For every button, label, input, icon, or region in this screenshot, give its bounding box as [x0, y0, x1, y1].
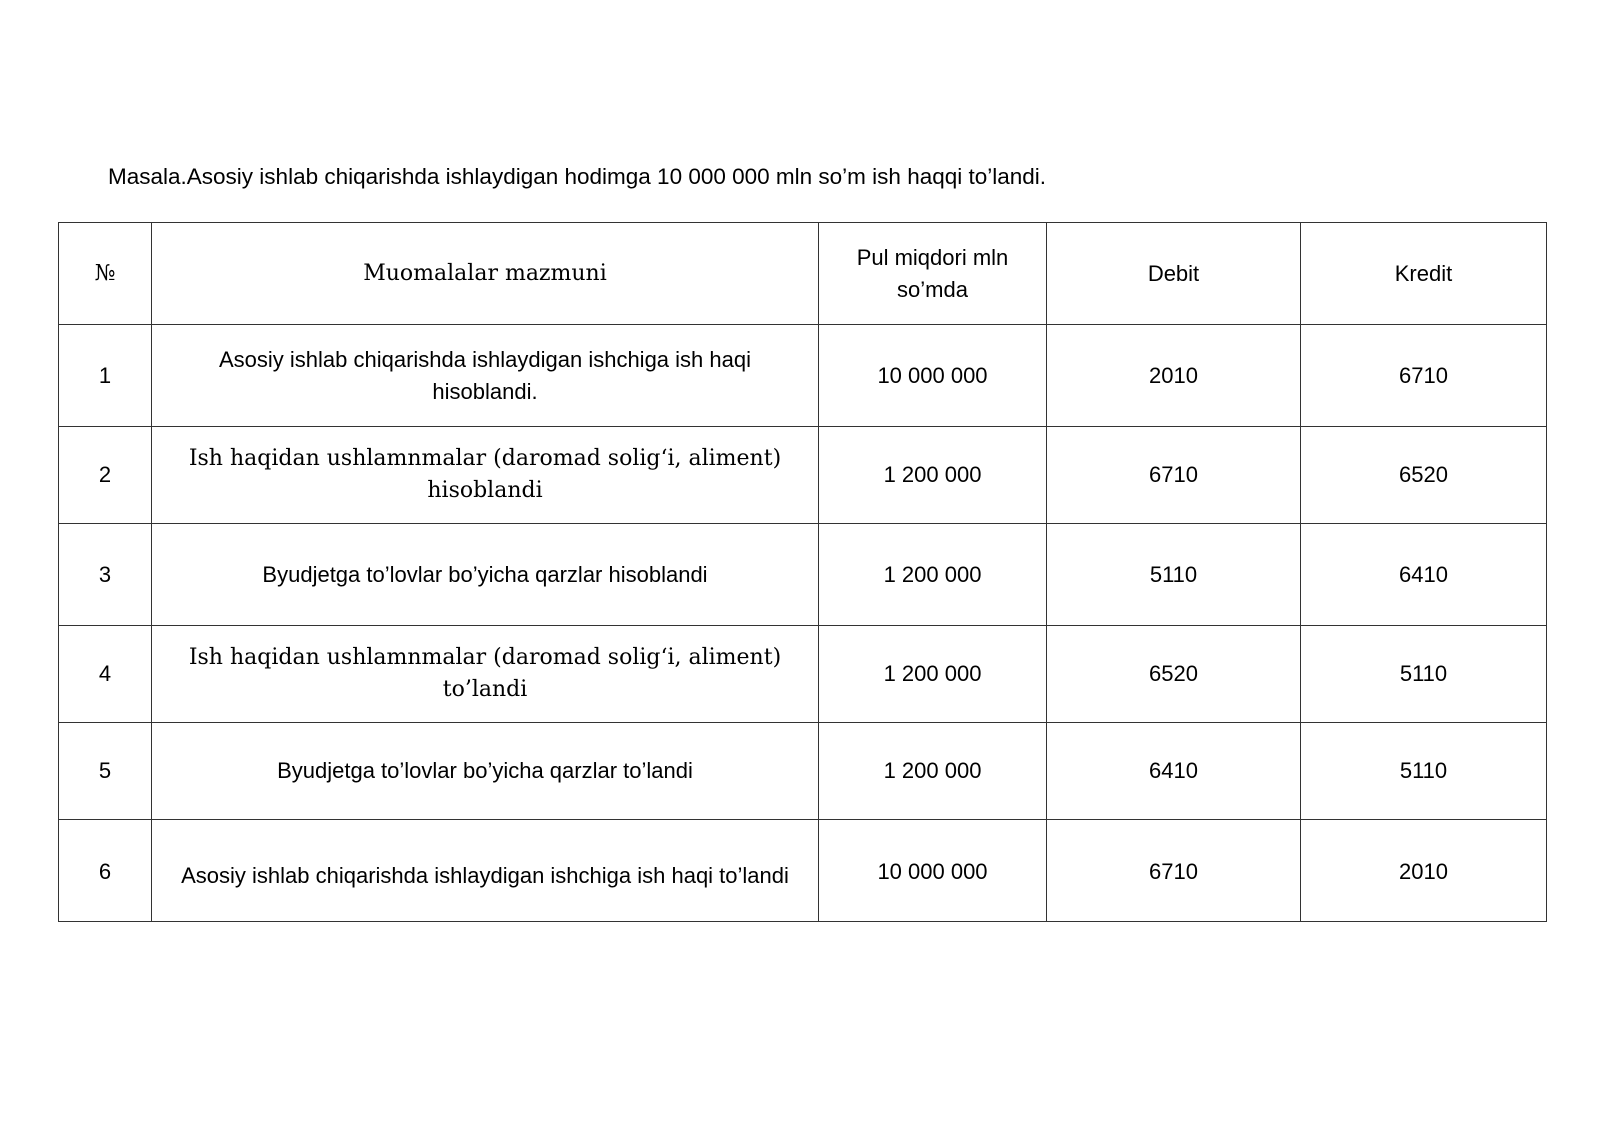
row-debit: 6520: [1047, 626, 1301, 723]
table-row: [59, 820, 1547, 922]
row-credit: 6520: [1301, 427, 1547, 524]
row-credit: 6710: [1301, 325, 1547, 427]
row-description: Asosiy ishlab chiqarishda ishlaydigan ishchiga ish haqi to’landi: [152, 820, 819, 922]
row-number: 4: [59, 626, 152, 723]
row-amount: 10 000 000: [819, 325, 1047, 427]
table-row: [59, 723, 1547, 820]
row-credit: 2010: [1301, 820, 1547, 922]
header-credit: Kredit: [1301, 223, 1547, 325]
header-amount: Pul miqdori mln so’mda: [819, 223, 1047, 325]
row-debit: 6710: [1047, 427, 1301, 524]
row-number: 5: [59, 723, 152, 820]
row-description: Asosiy ishlab chiqarishda ishlaydigan ishchiga ish haqi hisoblandi.: [152, 325, 819, 427]
table-row: [59, 325, 1547, 427]
row-credit: 5110: [1301, 626, 1547, 723]
table-row: [59, 626, 1547, 723]
row-debit: 2010: [1047, 325, 1301, 427]
table-header-row: [59, 223, 1547, 325]
row-description: Ish haqidan ushlamnmalar (daromad solig‘i, aliment) hisoblandi: [152, 427, 819, 524]
transactions-table: [58, 222, 1547, 922]
row-amount: 1 200 000: [819, 626, 1047, 723]
row-debit: 5110: [1047, 524, 1301, 626]
problem-statement: Masala.Asosiy ishlab chiqarishda ishlaydigan hodimga 10 000 000 mln so’m ish haqqi to’landi.: [108, 164, 1047, 189]
row-description: Ish haqidan ushlamnmalar (daromad solig‘i, aliment) to’landi: [152, 626, 819, 723]
row-credit: 6410: [1301, 524, 1547, 626]
header-number: №: [59, 223, 152, 325]
table-row: [59, 524, 1547, 626]
table-row: [59, 427, 1547, 524]
row-amount: 1 200 000: [819, 427, 1047, 524]
row-number: 2: [59, 427, 152, 524]
header-description: Muomalalar mazmuni: [152, 223, 819, 325]
row-credit: 5110: [1301, 723, 1547, 820]
row-debit: 6410: [1047, 723, 1301, 820]
row-description: Byudjetga to’lovlar bo’yicha qarzlar to’landi: [152, 723, 819, 820]
row-description: Byudjetga to’lovlar bo’yicha qarzlar hisoblandi: [152, 524, 819, 626]
row-amount: 1 200 000: [819, 524, 1047, 626]
row-number: 3: [59, 524, 152, 626]
header-debit: Debit: [1047, 223, 1301, 325]
row-number: 6: [59, 820, 152, 922]
row-amount: 1 200 000: [819, 723, 1047, 820]
row-number: 1: [59, 325, 152, 427]
row-amount: 10 000 000: [819, 820, 1047, 922]
row-debit: 6710: [1047, 820, 1301, 922]
